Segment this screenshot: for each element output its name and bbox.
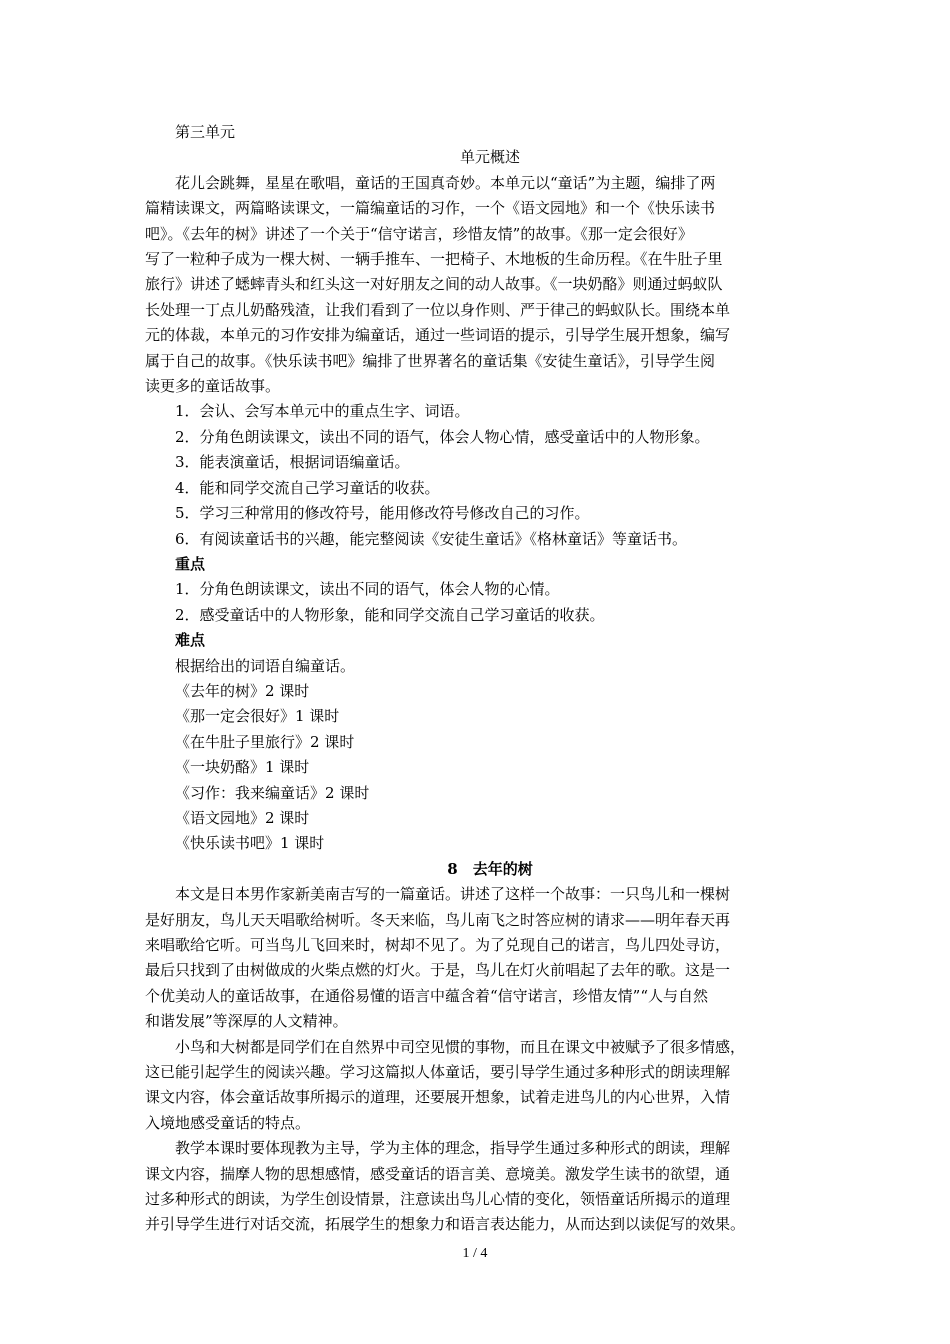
text-line: 和谐发展”等深厚的人文精神。	[145, 1012, 348, 1031]
text-line: 课文内容，揣摩人物的思想感情，感受童话的语言美、意境美。激发学生读书的欲望，通	[145, 1164, 731, 1183]
text-line: 来唱歌给它听。可当鸟儿飞回来时，树却不见了。为了兑现自己的诺言，鸟儿四处寻访，	[145, 936, 731, 954]
schedule-item: 《那一定会很好》1 课时	[175, 707, 340, 726]
goal-item: 1．会认、会写本单元中的重点生字、词语。	[175, 402, 470, 421]
schedule-item: 《去年的树》2 课时	[175, 681, 310, 700]
text-line: 元的体裁，本单元的习作安排为编童话，通过一些词语的提示，引导学生展开想象，编写	[145, 326, 731, 345]
text-line: 过多种形式的朗读，为学生创设情景，注意读出鸟儿心情的变化，领悟童话所揭示的道理	[145, 1190, 731, 1209]
goal-item: 6．有阅读童话书的兴趣，能完整阅读《安徒生童话》《格林童话》等童话书。	[175, 529, 688, 548]
goals-list	[145, 399, 835, 551]
text-line: 吧》。《去年的树》讲述了一个关于“信守诺言，珍惜友情”的故事。《那一定会很好》	[145, 224, 693, 243]
lesson-paragraph-3	[145, 1136, 835, 1238]
document-page	[145, 120, 835, 1238]
lesson-paragraph-2	[145, 1035, 835, 1137]
text-line: 个优美动人的童话故事，在通俗易懂的语言中蕴含着“信守诺言，珍惜友情”“人与自然	[145, 986, 709, 1005]
lesson-paragraph-1	[145, 882, 835, 1034]
text-line: 这已能引起学生的阅读兴趣。学习这篇拟人体童话，要引导学生通过多种形式的朗读理解	[145, 1063, 731, 1082]
text-line: 最后只找到了由树做成的火柴点燃的灯火。于是，鸟儿在灯火前唱起了去年的歌。这是一	[145, 961, 731, 980]
text-line: 并引导学生进行对话交流，拓展学生的想象力和语言表达能力，从而达到以读促写的效果。	[145, 1215, 746, 1234]
goal-item: 5．学习三种常用的修改符号，能用修改符号修改自己的习作。	[175, 504, 590, 523]
key-heading: 重点	[175, 554, 206, 573]
text-line: 是好朋友，鸟儿天天唱歌给树听。冬天来临，鸟儿南飞之时答应树的请求——明年春天再	[145, 910, 731, 929]
text-line: 教学本课时要体现教为主导，学为主体的理念，指导学生通过多种形式的朗读，理解	[175, 1139, 731, 1158]
schedule-item: 《一块奶酪》1 课时	[175, 758, 310, 777]
text-line: 篇精读课文，两篇略读课文，一篇编童话的习作，一个《语文园地》和一个《快乐读书	[145, 199, 716, 218]
goal-item: 4．能和同学交流自己学习童话的收获。	[175, 478, 440, 497]
text-line: 写了一粒种子成为一棵大树、一辆手推车、一把椅子、木地板的生命历程。《在牛肚子里	[145, 250, 723, 269]
key-point: 2．感受童话中的人物形象，能和同学交流自己学习童话的收获。	[175, 605, 605, 624]
overview-heading: 单元概述	[459, 148, 520, 167]
schedule-item: 《快乐读书吧》1 课时	[175, 834, 325, 853]
goal-item: 3．能表演童话，根据词语编童话。	[175, 453, 410, 472]
page-number: 1 / 4	[462, 1246, 488, 1261]
overview-paragraph	[145, 171, 835, 400]
text-line: 小鸟和大树都是同学们在自然界中司空见惯的事物，而且在课文中被赋予了很多情感，	[175, 1037, 746, 1056]
lesson-heading: 8 去年的树	[447, 859, 533, 878]
unit-title: 第三单元	[175, 123, 236, 141]
text-line: 属于自己的故事。《快乐读书吧》编排了世界著名的童话集《安徒生童话》，引导学生阅	[145, 351, 716, 370]
schedule-item: 《习作：我来编童话》2 课时	[175, 783, 370, 802]
key-point: 1．分角色朗读课文，读出不同的语气，体会人物的心情。	[175, 580, 560, 599]
difficulty-heading: 难点	[175, 631, 206, 650]
text-line: 课文内容，体会童话故事所揭示的道理，还要展开想象，试着走进鸟儿的内心世界，入情	[145, 1088, 731, 1107]
text-line: 花儿会跳舞，星星在歌唱，童话的王国真奇妙。本单元以“童话”为主题，编排了两	[175, 173, 716, 192]
schedule-list	[145, 679, 835, 857]
text-line: 本文是日本男作家新美南吉写的一篇童话。讲述了这样一个故事：一只鸟儿和一棵树	[175, 885, 731, 904]
schedule-item: 《在牛肚子里旅行》2 课时	[175, 732, 355, 751]
text-line: 入境地感受童话的特点。	[145, 1113, 311, 1132]
schedule-item: 《语文园地》2 课时	[175, 808, 310, 827]
difficulty-text: 根据给出的词语自编童话。	[175, 656, 356, 675]
goal-item: 2．分角色朗读课文，读出不同的语气，体会人物心情，感受童话中的人物形象。	[175, 427, 710, 446]
text-line: 读更多的童话故事。	[145, 377, 281, 396]
text-line: 长处理一丁点儿奶酪残渣，让我们看到了一位以身作则、严于律己的蚂蚁队长。围绕本单	[145, 300, 731, 319]
text-line: 旅行》讲述了蟋蟀青头和红头这一对好朋友之间的动人故事。《一块奶酪》则通过蚂蚁队	[145, 275, 723, 294]
